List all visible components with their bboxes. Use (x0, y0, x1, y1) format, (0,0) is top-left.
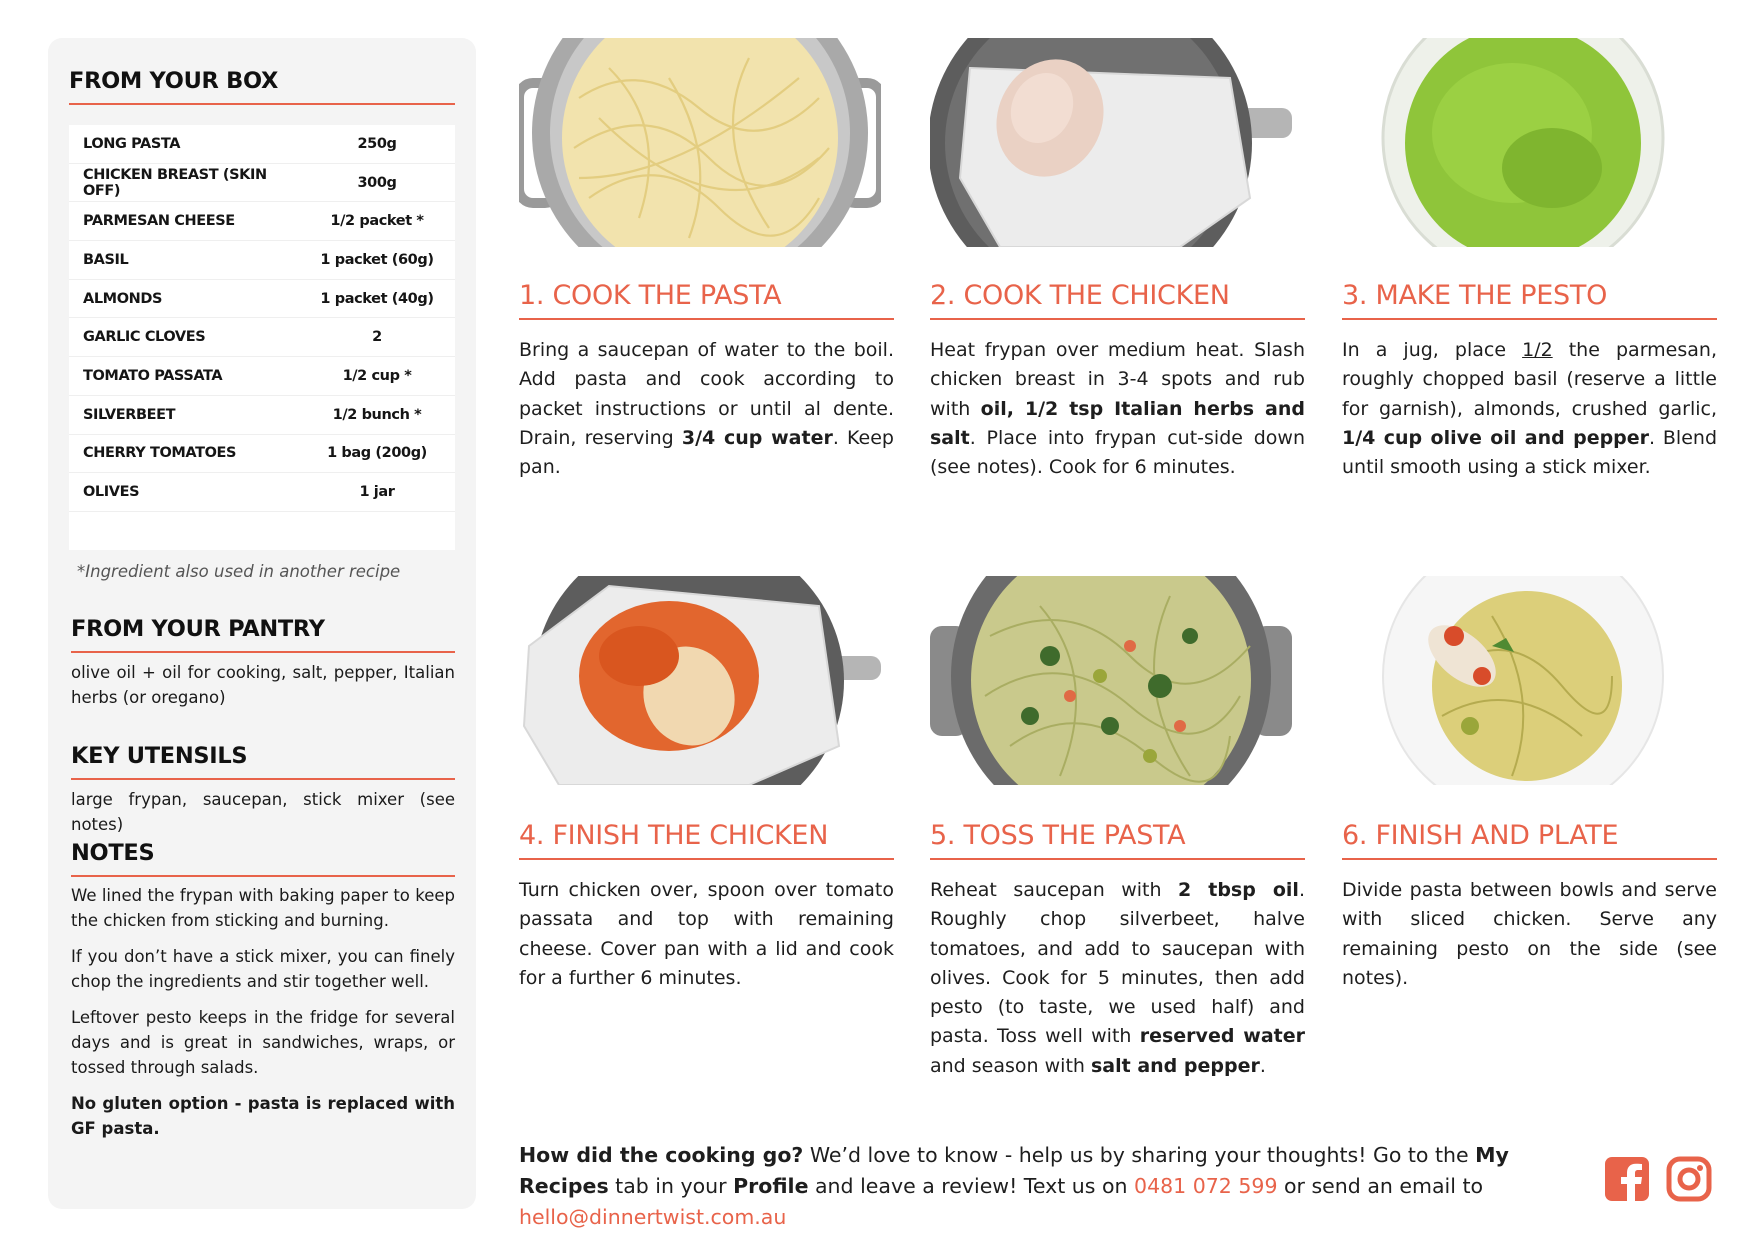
ingredient-name: PARMESAN CHEESE (83, 213, 235, 230)
ingredient-row (69, 473, 455, 512)
pantry-text: olive oil + oil for cooking, salt, pepper, Italian herbs (or oregano) (71, 663, 455, 707)
feedback-footer: How did the cooking go? We’d love to know - help us by sharing your thoughts! Go to the My Recipes tab in your Profile and leave a review! Text us on 0481 072 599 or send an email to hello@dinnertwist.com.au (519, 1143, 1509, 1229)
step-3-title: 3. MAKE THE PESTO (1342, 280, 1717, 320)
ingredient-name: LONG PASTA (83, 135, 181, 152)
step-5-title: 5. TOSS THE PASTA (930, 820, 1305, 860)
ingredients-table (69, 125, 455, 550)
email-link[interactable]: hello@dinnertwist.com.au (519, 1205, 787, 1229)
step-5-text: Reheat saucepan with 2 tbsp oil. Roughly chop silverbeet, halve tomatoes, and add to saucepan with olives. Cook for 5 minutes, then add pesto (to taste, we used half) and pasta. Toss well with reserved water and season with salt and pepper. (930, 879, 1305, 1077)
sidebar-panel (48, 38, 476, 1209)
step-4-title: 4. FINISH THE CHICKEN (519, 820, 894, 860)
notes-heading: NOTES (71, 840, 455, 877)
step-1-photo (519, 38, 881, 247)
ingredient-qty: 1/2 bunch * (332, 406, 422, 423)
ingredient-name: ALMONDS (83, 290, 163, 307)
ingredient-name: GARLIC CLOVES (83, 329, 206, 346)
ingredient-name: CHERRY TOMATOES (83, 445, 237, 462)
step-1-text: Bring a saucepan of water to the boil. Add pasta and cook according to packet instructions or until al dente. Drain, reserving 3/4 cup water. Keep pan. (519, 339, 894, 479)
ingredient-name: BASIL (83, 251, 129, 268)
utensils-text: large frypan, saucepan, stick mixer (see notes) (71, 790, 455, 834)
ingredient-row (69, 357, 455, 396)
ingredient-name: CHICKEN BREAST (SKIN OFF) (83, 166, 267, 199)
ingredient-qty: 1 packet (40g) (320, 290, 434, 307)
note-item: If you don’t have a stick mixer, you can finely chop the ingredients and stir together well. (71, 947, 455, 991)
ingredient-row (69, 280, 455, 319)
ingredient-qty: 1/2 packet * (330, 213, 424, 230)
step-6-text: Divide pasta between bowls and serve with sliced chicken. Serve any remaining pesto on the side (see notes). (1342, 879, 1717, 989)
step-4-photo (519, 576, 881, 785)
ingredient-qty: 1/2 cup * (342, 367, 412, 384)
step-3-photo (1342, 38, 1704, 247)
ingredient-qty: 1 packet (60g) (320, 251, 434, 268)
ingredient-qty: 1 bag (200g) (327, 445, 427, 462)
ingredient-qty: 2 (372, 329, 382, 346)
step-2-photo (930, 38, 1292, 247)
ingredient-qty: 250g (357, 135, 397, 152)
ingredient-row (69, 241, 455, 280)
ingredient-row (69, 396, 455, 435)
step-4-text: Turn chicken over, spoon over tomato passata and top with remaining cheese. Cover pan with a lid and cook for a further 6 minutes. (519, 879, 894, 989)
step-2-title: 2. COOK THE CHICKEN (930, 280, 1305, 320)
step-6-title: 6. FINISH AND PLATE (1342, 820, 1717, 860)
pantry-heading: FROM YOUR PANTRY (71, 616, 455, 653)
ingredient-row (69, 125, 455, 164)
ingredient-row (69, 318, 455, 357)
note-item: We lined the frypan with baking paper to keep the chicken from sticking and burning. (71, 886, 455, 930)
instagram-icon[interactable] (1666, 1156, 1712, 1202)
step-1-title: 1. COOK THE PASTA (519, 280, 894, 320)
ingredient-qty: 1 jar (359, 484, 395, 501)
ingredient-name: OLIVES (83, 484, 140, 501)
ingredient-row (69, 435, 455, 474)
ingredient-qty: 300g (357, 174, 397, 191)
gluten-note: No gluten option - pasta is replaced with GF pasta. (71, 1094, 455, 1138)
note-item: Leftover pesto keeps in the fridge for several days and is great in sandwiches, wraps, or tossed through salads. (71, 1008, 455, 1077)
ingredient-row (69, 202, 455, 241)
phone-link[interactable]: 0481 072 599 (1134, 1174, 1278, 1198)
step-2-text: Heat frypan over medium heat. Slash chicken breast in 3-4 spots and rub with oil, 1/2 tsp Italian herbs and salt. Place into frypan cut-side down (see notes). Cook for 6 minutes. (930, 339, 1305, 479)
ingredient-row (69, 164, 455, 203)
step-6-photo (1342, 576, 1704, 785)
step-3-text: In a jug, place 1/2 the parmesan, roughly chopped basil (reserve a little for garnish), almonds, crushed garlic, 1/4 cup olive oil and pepper. Blend until smooth using a stick mixer. (1342, 339, 1718, 479)
facebook-icon[interactable] (1604, 1156, 1650, 1202)
utensils-heading: KEY UTENSILS (71, 743, 455, 780)
step-5-photo (930, 576, 1292, 785)
ingredient-name: SILVERBEET (83, 406, 176, 423)
ingredient-note: *Ingredient also used in another recipe (77, 562, 401, 581)
notes-list (71, 883, 455, 1152)
ingredient-name: TOMATO PASSATA (83, 367, 223, 384)
box-heading: FROM YOUR BOX (69, 68, 455, 105)
